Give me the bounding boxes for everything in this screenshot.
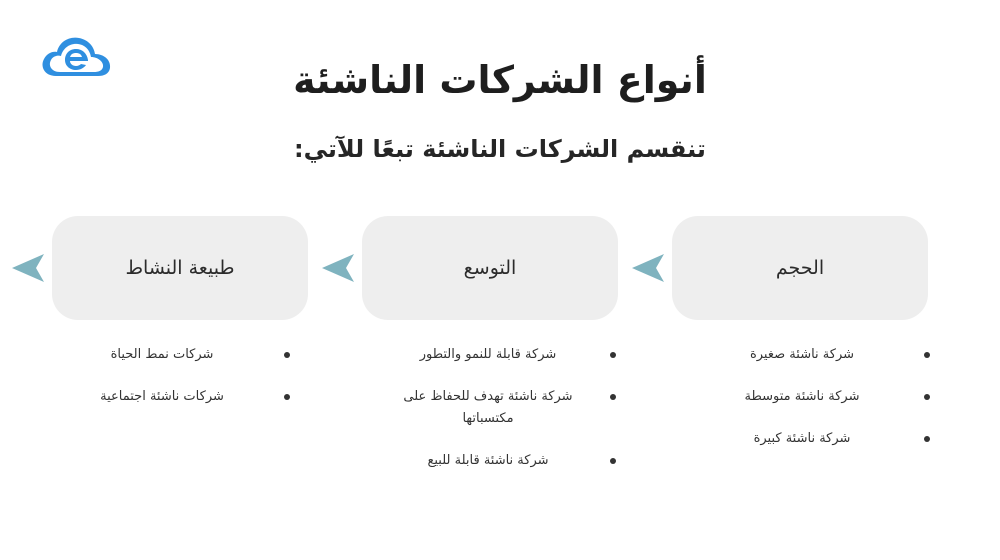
page-subtitle: تنقسم الشركات الناشئة تبعًا للآتي: xyxy=(294,135,706,163)
category-items xyxy=(52,344,292,428)
bullet-icon xyxy=(284,394,290,400)
category-card: طبيعة النشاط xyxy=(52,216,308,320)
list-item-text: شركة ناشئة صغيرة xyxy=(749,347,855,362)
list-item xyxy=(378,450,618,472)
list-item-text: شركة ناشئة كبيرة xyxy=(753,431,851,446)
category-card: الحجم xyxy=(672,216,928,320)
arrow-left-icon xyxy=(632,254,664,282)
list-item-text: شركة ناشئة تهدف للحفاظ على مكتسباتها xyxy=(403,389,573,426)
list-item-text: شركات ناشئة اجتماعية xyxy=(100,389,224,404)
list-item xyxy=(692,428,932,450)
list-item xyxy=(52,344,292,366)
bullet-icon xyxy=(610,458,616,464)
category-card: التوسع xyxy=(362,216,618,320)
list-item xyxy=(692,386,932,408)
bullet-icon xyxy=(610,352,616,358)
list-item-text: شركة ناشئة قابلة للبيع xyxy=(427,453,549,468)
list-item-text: شركة ناشئة متوسطة xyxy=(744,389,860,404)
category-items xyxy=(692,344,932,470)
arrow-left-icon xyxy=(322,254,354,282)
page-title: أنواع الشركات الناشئة xyxy=(293,58,707,102)
bullet-icon xyxy=(284,352,290,358)
bullet-icon xyxy=(924,394,930,400)
category-items xyxy=(378,344,618,492)
arrow-left-icon xyxy=(12,254,44,282)
list-item-text: شركة قابلة للنمو والتطور xyxy=(419,347,557,362)
bullet-icon xyxy=(610,394,616,400)
list-item xyxy=(692,344,932,366)
list-item xyxy=(52,386,292,408)
list-item xyxy=(378,344,618,366)
list-item-text: شركات نمط الحياة xyxy=(110,347,214,362)
bullet-icon xyxy=(924,352,930,358)
bullet-icon xyxy=(924,436,930,442)
list-item xyxy=(378,386,618,430)
